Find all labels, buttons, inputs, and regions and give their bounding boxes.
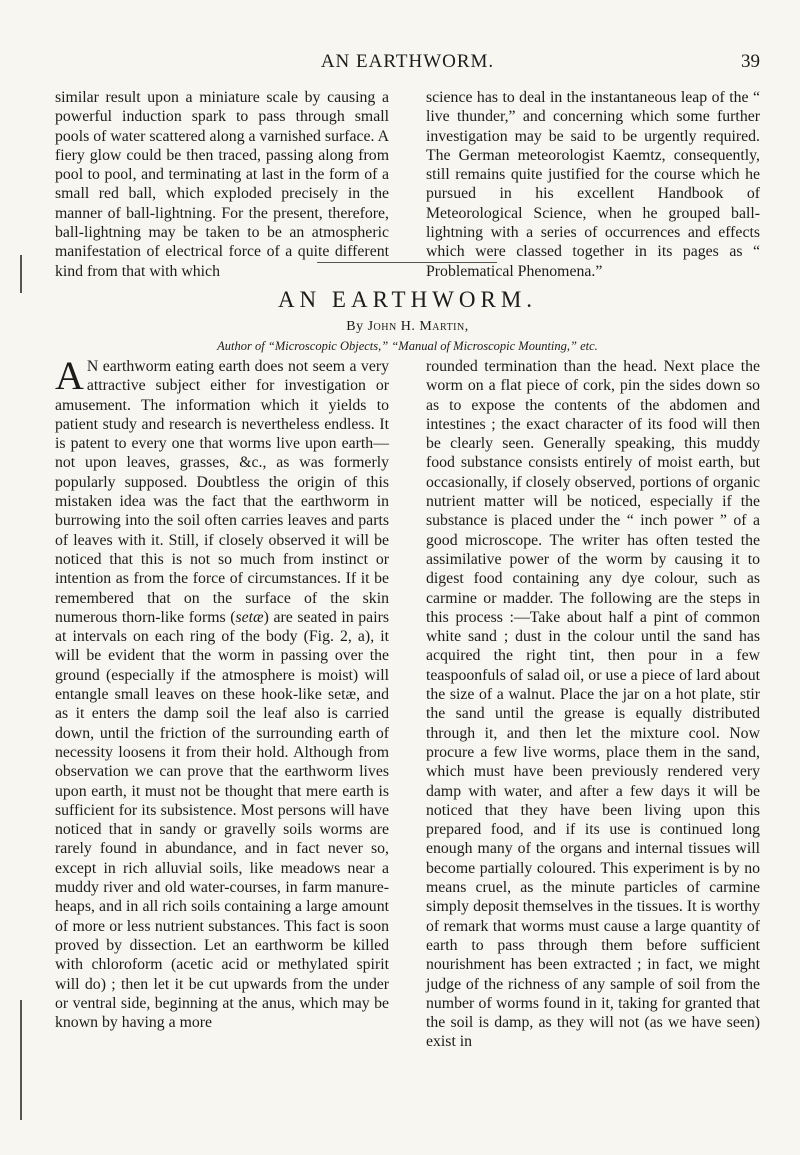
- section-divider: [317, 262, 497, 263]
- prev-article-right-column: [426, 88, 760, 281]
- binding-edge-mark: [20, 255, 22, 293]
- article-left-column: [55, 353, 389, 1032]
- article-left-text-part2: ) are seated in pairs at intervals on each ring of the body (Fig. 2, a), it will be evident that the worm in passing over the ground (especially if the atmosphere is moist) will entangle small leaves on these hook-like setæ, and as it enters the damp soil the leaf also is carried down, until the friction of the surrounding earth of necessity loosens it from their hold. Although from observation we can prove that the earthworm lives upon earth, it must not be thought that mere earth is sufficient for its subsistence. Most persons will have noticed that in sandy or gravelly soils worms are rarely found in abundance, and in fact never so, except in rich alluvial soils, like meadows near a muddy river and old water-courses, in farm manure-heaps, and in all rich soils containing a large amount of more or less nutrient substances. This fact is soon proved by dissection. Let an earthworm be killed with chloroform (acetic acid or methylated spirit will do) ; then let it be cut upwards from the under or ventral side, beginning at the anus, which may be known by having a more: [55, 608, 389, 1032]
- page-number: 39: [741, 51, 760, 72]
- article-left-text-part1: N earthworm eating earth does not seem a very attractive subject either for investigation or amusement. The information which it yields to patient study and research is nevertheless endless. It is patent to every one that worms live upon earth—not upon leaves, grasses, &c., as was formerly popularly supposed. Doubtless the origin of this mistaken idea was the fact that the earthworm in burrowing into the soil often carries leaves and parts of leaves with it. Still, if closely observed it will be noticed that this is not so much from instinct or intention as from the force of circumstances. If it be remembered that on the surface of the skin numerous thorn-like forms (: [55, 358, 389, 626]
- running-head: [55, 51, 760, 73]
- article-byline: [55, 319, 760, 335]
- binding-edge-mark: [20, 1000, 22, 1120]
- author-name: John H. Martin,: [367, 319, 469, 334]
- prev-article-left-column: [55, 88, 389, 281]
- article-right-column: [426, 357, 760, 1052]
- article-right-text: rounded termination than the head. Next place the worm on a flat piece of cork, pin the sides down so as to expose the contents of the abdomen and intestines ; the exact character of its food will then be clearly seen. Generally speaking, this muddy food substance consists entirely of moist earth, but occasionally, if closely observed, portions of organic nutrient matter will be noticed, especially if the substance is placed under the “ inch power ” of a good microscope. The writer has often tested the assimilative power of the worm by causing it to digest food containing any dye colour, such as carmine or madder. The following are the steps in this process :—Take about half a pint of common white sand ; dust in the colour until the sand has acquired the right tint, then pour in a few teaspoonfuls of salad oil, or use a piece of lard about the size of a walnut. Place the jar on a hot plate, stir the sand until the grease is equally distributed through it, and then let the mixture cool. Now procure a few live worms, place them in the sand, which must have been previously rendered very damp with water, and after a few days it will be noticed that they have been living upon this prepared food, and if its use is continued long enough many of the organs and internal tissues will become partially coloured. This experiment is by no means cruel, as the minute particles of carmine simply deposit themselves in the tissues. It is worthy of remark that worms must cause a large quantity of earth to pass through them before sufficient nourishment has been extracted ; in fact, we might judge of the richness of any sample of soil from the number of worms found in it, taking for granted that the soil is damp, as they will not (as we have seen) exist in: [426, 358, 760, 1051]
- running-title: AN EARTHWORM.: [320, 51, 495, 72]
- book-page: [55, 0, 760, 1155]
- prev-article-left-text: similar result upon a miniature scale by causing a powerful induction spark to pass through small pools of water scattered along a varnished surface. A fiery glow could be then traced, passing along from pool to pool, and terminating at last in the form of a small red ball, which exploded precisely in the manner of ball-lightning. For the present, therefore, ball-lightning may be taken to be an atmospheric manifestation of electrical force of a quite different kind from that with which: [55, 89, 389, 280]
- drop-cap: A: [55, 353, 84, 398]
- article-opening-paragraph: [55, 353, 389, 1032]
- byline-prefix: By: [346, 319, 364, 334]
- article-title: AN EARTHWORM.: [277, 287, 538, 312]
- prev-article-right-text: science has to deal in the instantaneous leap of the “ live thunder,” and concerning which some further investigation may be said to be urgently required. The German meteorologist Kaemtz, consequently, still remains quite justified for the course which he pursued in his excellent Handbook of Meteorological Science, when he grouped ball-lightning with a series of occurrences and effects which were classed together in its pages as “ Problematical Phenomena.”: [426, 89, 760, 280]
- author-credit: Author of “Microscopic Objects,” “Manual of Microscopic Mounting,” etc.: [217, 339, 598, 353]
- setae-term: setæ: [235, 608, 264, 626]
